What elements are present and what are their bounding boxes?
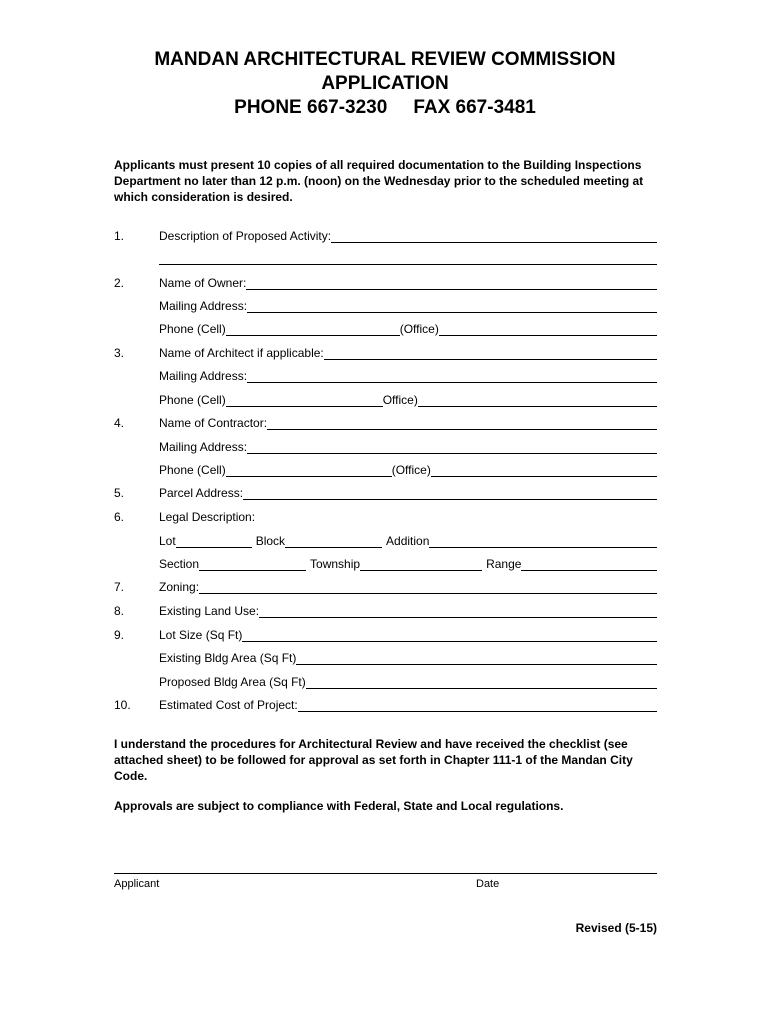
proposed-bldg-area-field[interactable] — [159, 675, 657, 689]
description-line[interactable] — [331, 231, 657, 243]
revision-note: Revised (5-15) — [575, 921, 657, 935]
applicant-label: Applicant — [114, 878, 160, 890]
item-number: 8. — [114, 604, 125, 618]
contractor-office-label: (Office) — [391, 463, 431, 477]
description-line-2[interactable] — [159, 253, 657, 265]
date-label: Date — [476, 878, 500, 890]
architect-mailing-label: Mailing Address: — [159, 369, 248, 383]
section-label: Section — [159, 557, 200, 571]
item-number: 7. — [114, 580, 125, 594]
contractor-name-field[interactable] — [159, 416, 657, 430]
contractor-cell-label: Phone (Cell) — [159, 463, 226, 477]
form-title: MANDAN ARCHITECTURAL REVIEW COMMISSION — [154, 49, 616, 70]
form-subtitle: APPLICATION — [321, 73, 449, 94]
proposed-bldg-area-line[interactable] — [306, 677, 657, 689]
approvals-statement: Approvals are subject to compliance with Federal, State and Local regulations. — [114, 799, 564, 813]
existing-land-use-label: Existing Land Use: — [159, 604, 260, 618]
architect-office-label: Office) — [382, 393, 418, 407]
owner-office-label: (Office) — [399, 322, 439, 336]
contractor-cell-line[interactable] — [226, 465, 392, 477]
signature-line[interactable] — [114, 873, 657, 874]
phone-number: PHONE 667-3230 — [234, 97, 388, 118]
parcel-address-label: Parcel Address: — [159, 486, 244, 500]
item-number: 9. — [114, 628, 125, 642]
parcel-address-field[interactable] — [159, 486, 657, 500]
understanding-statement: I understand the procedures for Architectural Review and have received the checklist (see attached sheet) to be followed for approval as set forth in Chapter 111-1 of the Mandan City Code. — [114, 737, 633, 783]
legal-description-label: Legal Description: — [159, 510, 256, 524]
estimated-cost-line[interactable] — [298, 700, 657, 712]
owner-name-label: Name of Owner: — [159, 276, 247, 290]
item-number: 2. — [114, 276, 125, 290]
proposed-bldg-area-label: Proposed Bldg Area (Sq Ft) — [159, 675, 306, 689]
range-line[interactable] — [521, 559, 657, 571]
block-label: Block — [255, 534, 286, 548]
architect-mailing-line[interactable] — [247, 371, 657, 383]
lot-line[interactable] — [176, 536, 252, 548]
legal-description-heading — [159, 510, 657, 524]
contact-line — [0, 96, 770, 119]
architect-name-label: Name of Architect if applicable: — [159, 346, 324, 360]
owner-mailing-label: Mailing Address: — [159, 299, 248, 313]
architect-phone-field[interactable] — [159, 393, 657, 407]
addition-line[interactable] — [429, 536, 657, 548]
item-number: 3. — [114, 346, 125, 360]
estimated-cost-label: Estimated Cost of Project: — [159, 698, 298, 712]
section-township-range-field[interactable] — [159, 557, 657, 571]
architect-cell-label: Phone (Cell) — [159, 393, 226, 407]
zoning-field[interactable] — [159, 580, 657, 594]
lot-block-addition-field[interactable] — [159, 534, 657, 548]
owner-office-line[interactable] — [439, 324, 657, 336]
existing-bldg-area-line[interactable] — [296, 653, 657, 665]
owner-mailing-line[interactable] — [247, 301, 657, 313]
intro-instructions: Applicants must present 10 copies of all required documentation to the Building Inspections Department no later than 12 p.m. (noon) on the Wednesday prior to the scheduled meeting at which consideration is desired. — [114, 158, 644, 204]
lot-size-line[interactable] — [242, 630, 657, 642]
existing-bldg-area-label: Existing Bldg Area (Sq Ft) — [159, 651, 297, 665]
addition-label: Addition — [386, 534, 430, 548]
fax-number: FAX 667-3481 — [413, 97, 536, 118]
architect-mailing-field[interactable] — [159, 369, 657, 383]
owner-cell-line[interactable] — [226, 324, 400, 336]
architect-office-line[interactable] — [418, 395, 657, 407]
estimated-cost-field[interactable] — [159, 698, 657, 712]
contractor-name-label: Name of Contractor: — [159, 416, 268, 430]
item-number: 5. — [114, 486, 125, 500]
range-label: Range — [486, 557, 522, 571]
item-number: 4. — [114, 416, 125, 430]
contractor-name-line[interactable] — [267, 418, 657, 430]
owner-cell-label: Phone (Cell) — [159, 322, 226, 336]
lot-size-field[interactable] — [159, 628, 657, 642]
lot-size-label: Lot Size (Sq Ft) — [159, 628, 243, 642]
existing-land-use-line[interactable] — [259, 606, 657, 618]
architect-cell-line[interactable] — [226, 395, 383, 407]
owner-mailing-field[interactable] — [159, 299, 657, 313]
contractor-mailing-label: Mailing Address: — [159, 440, 248, 454]
contractor-phone-field[interactable] — [159, 463, 657, 477]
contractor-mailing-line[interactable] — [247, 442, 657, 454]
item-number: 1. — [114, 229, 125, 243]
item-number: 10. — [114, 698, 131, 712]
existing-land-use-field[interactable] — [159, 604, 657, 618]
owner-name-field[interactable] — [159, 276, 657, 290]
description-label: Description of Proposed Activity: — [159, 229, 332, 243]
description-field[interactable] — [159, 229, 657, 243]
architect-name-field[interactable] — [159, 346, 657, 360]
zoning-label: Zoning: — [159, 580, 200, 594]
section-line[interactable] — [199, 559, 306, 571]
township-label: Township — [310, 557, 361, 571]
item-number: 6. — [114, 510, 125, 524]
township-line[interactable] — [360, 559, 482, 571]
zoning-line[interactable] — [199, 582, 657, 594]
architect-name-line[interactable] — [324, 348, 657, 360]
owner-name-line[interactable] — [246, 278, 657, 290]
parcel-address-line[interactable] — [243, 488, 657, 500]
owner-phone-field[interactable] — [159, 322, 657, 336]
contractor-mailing-field[interactable] — [159, 440, 657, 454]
contractor-office-line[interactable] — [431, 465, 657, 477]
block-line[interactable] — [285, 536, 382, 548]
lot-label: Lot — [159, 534, 176, 548]
existing-bldg-area-field[interactable] — [159, 651, 657, 665]
